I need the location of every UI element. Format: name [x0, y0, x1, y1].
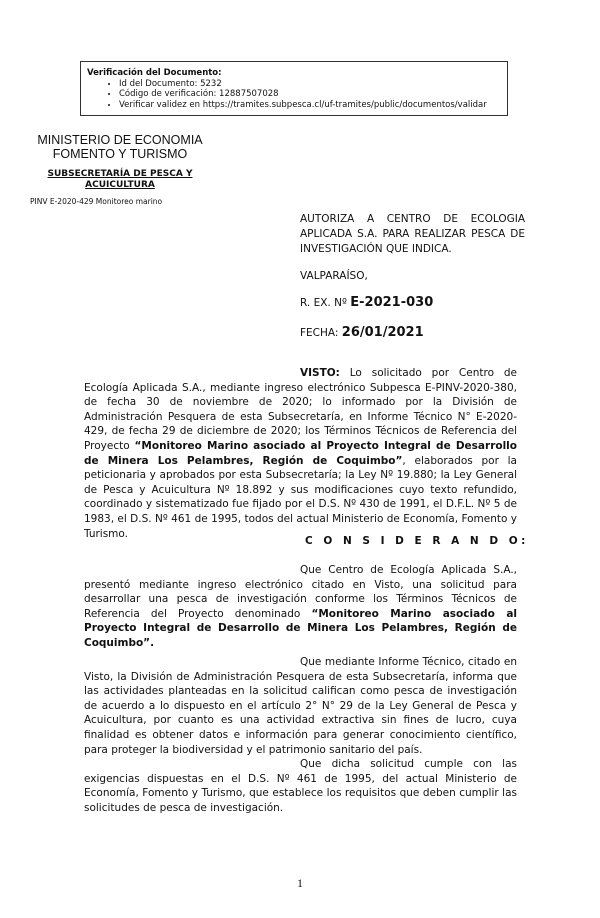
date-value: 26/01/2021 — [341, 325, 424, 340]
visto-text-before: Lo solicitado por Centro de Ecología Aplicada S.A., mediante ingreso electrónico Subpesca E-PINV-2020-380, de fecha 30 de noviembre de 2020; lo informado por la División de Administración Pesquera de esta Subsecretaría, en Informe Técnico N° E-2020-429, de fecha 29 de diciembre de 2020; los Términos Técnicos de Referencia del Proyecto — [84, 367, 517, 452]
visto-paragraph — [84, 366, 517, 541]
visto-project-name: “Monitoreo Marino asociado al Proyecto Integral de Desarrollo de Minera Los Pelambres, Región de Coquimbo” — [84, 439, 517, 467]
date-label: FECHA: — [300, 327, 339, 339]
ministry-line-2: FOMENTO Y TURISMO — [52, 147, 188, 161]
subsecretaria-line-2: ACUICULTURA — [85, 180, 155, 190]
visto-label: VISTO: — [300, 367, 340, 379]
subsecretaria-line-1: SUBSECRETARÍA DE PESCA Y — [47, 169, 193, 179]
verification-list — [87, 79, 507, 111]
considerando-heading: C O N S I D E R A N D O: — [305, 535, 529, 547]
page-number: 1 — [297, 876, 303, 890]
resolution-subject: AUTORIZA A CENTRO DE ECOLOGIA APLICADA S.A. PARA REALIZAR PESCA DE INVESTIGACIÓN QUE INDICA. — [300, 213, 525, 255]
visto-text-after: , elaborados por la peticionaria y aprobados por esta Subsecretaría; la Ley Nº 19.880; la Ley General de Pesca y Acuicultura Nº 18.892 y sus modificaciones cuyo texto refundido, coordinado y sistematizado fue fijado por el D.S. Nº 430 de 1991, el D.F.L. Nº 5 de 1983, el D.S. Nº 461 de 1995, todos del actual Ministerio de Economía, Fomento y Turismo. — [84, 454, 517, 540]
rex-label: R. EX. Nº — [300, 297, 347, 309]
verification-title: Verificación del Documento: — [87, 68, 222, 78]
considerando-paragraph-2 — [84, 655, 517, 757]
ministry-line-1: MINISTERIO DE ECONOMIA — [37, 133, 203, 147]
reference-code: PINV E-2020-429 Monitoreo marino — [30, 197, 163, 206]
verification-url[interactable]: • Verificar validez en https://tramites.subpesca.cl/uf-tramites/public/documentos/validar — [119, 100, 507, 111]
city: VALPARAÍSO, — [300, 270, 368, 282]
p1-project-name: “Monitoreo Marino asociado al Proyecto Integral de Desarrollo de Minera Los Pelambres, Región de Coquimbo”. — [84, 607, 517, 649]
rex-number: E-2021-030 — [350, 295, 434, 310]
verification-box — [80, 61, 508, 116]
ministry-name — [0, 133, 240, 161]
resolution-date — [300, 325, 525, 341]
p3-text: Que dicha solicitud cumple con las exigencias dispuestas en el D.S. Nº 461 de 1995, del actual Ministerio de Economía, Fomento y Turismo, que establece los requisitos que deben cumplir las solicitudes de pesca de investigación. — [84, 758, 517, 814]
p1-text-before: Que Centro de Ecología Aplicada S.A., presentó mediante ingreso electrónico citado en Visto, una solicitud para desarrollar una pesca de investigación conforme los Términos Técnicos de Referencia del Proyecto denominado — [84, 564, 517, 620]
resolution-number — [300, 295, 525, 311]
document-id: • Id del Documento: 5232 — [119, 79, 507, 90]
verification-code: • Código de verificación: 12887507028 — [119, 89, 507, 100]
p2-text: Que mediante Informe Técnico, citado en Visto, la División de Administración Pesquera de esta Subsecretaría, informa que las actividades planteadas en la solicitud califican como pesca de investigación de acuerdo a lo dispuesto en el artículo 2° N° 29 de la Ley General de Pesca y Acuicultura, por cuanto es una actividad extractiva sin fines de lucro, cuya finalidad es obtener datos e información para generar conocimiento científico, para proteger la biodiversidad y el patrimonio sanitario del país. — [84, 656, 517, 756]
considerando-paragraph-3 — [84, 757, 517, 815]
subsecretaria-name — [0, 169, 240, 191]
considerando-paragraph-1 — [84, 563, 517, 651]
